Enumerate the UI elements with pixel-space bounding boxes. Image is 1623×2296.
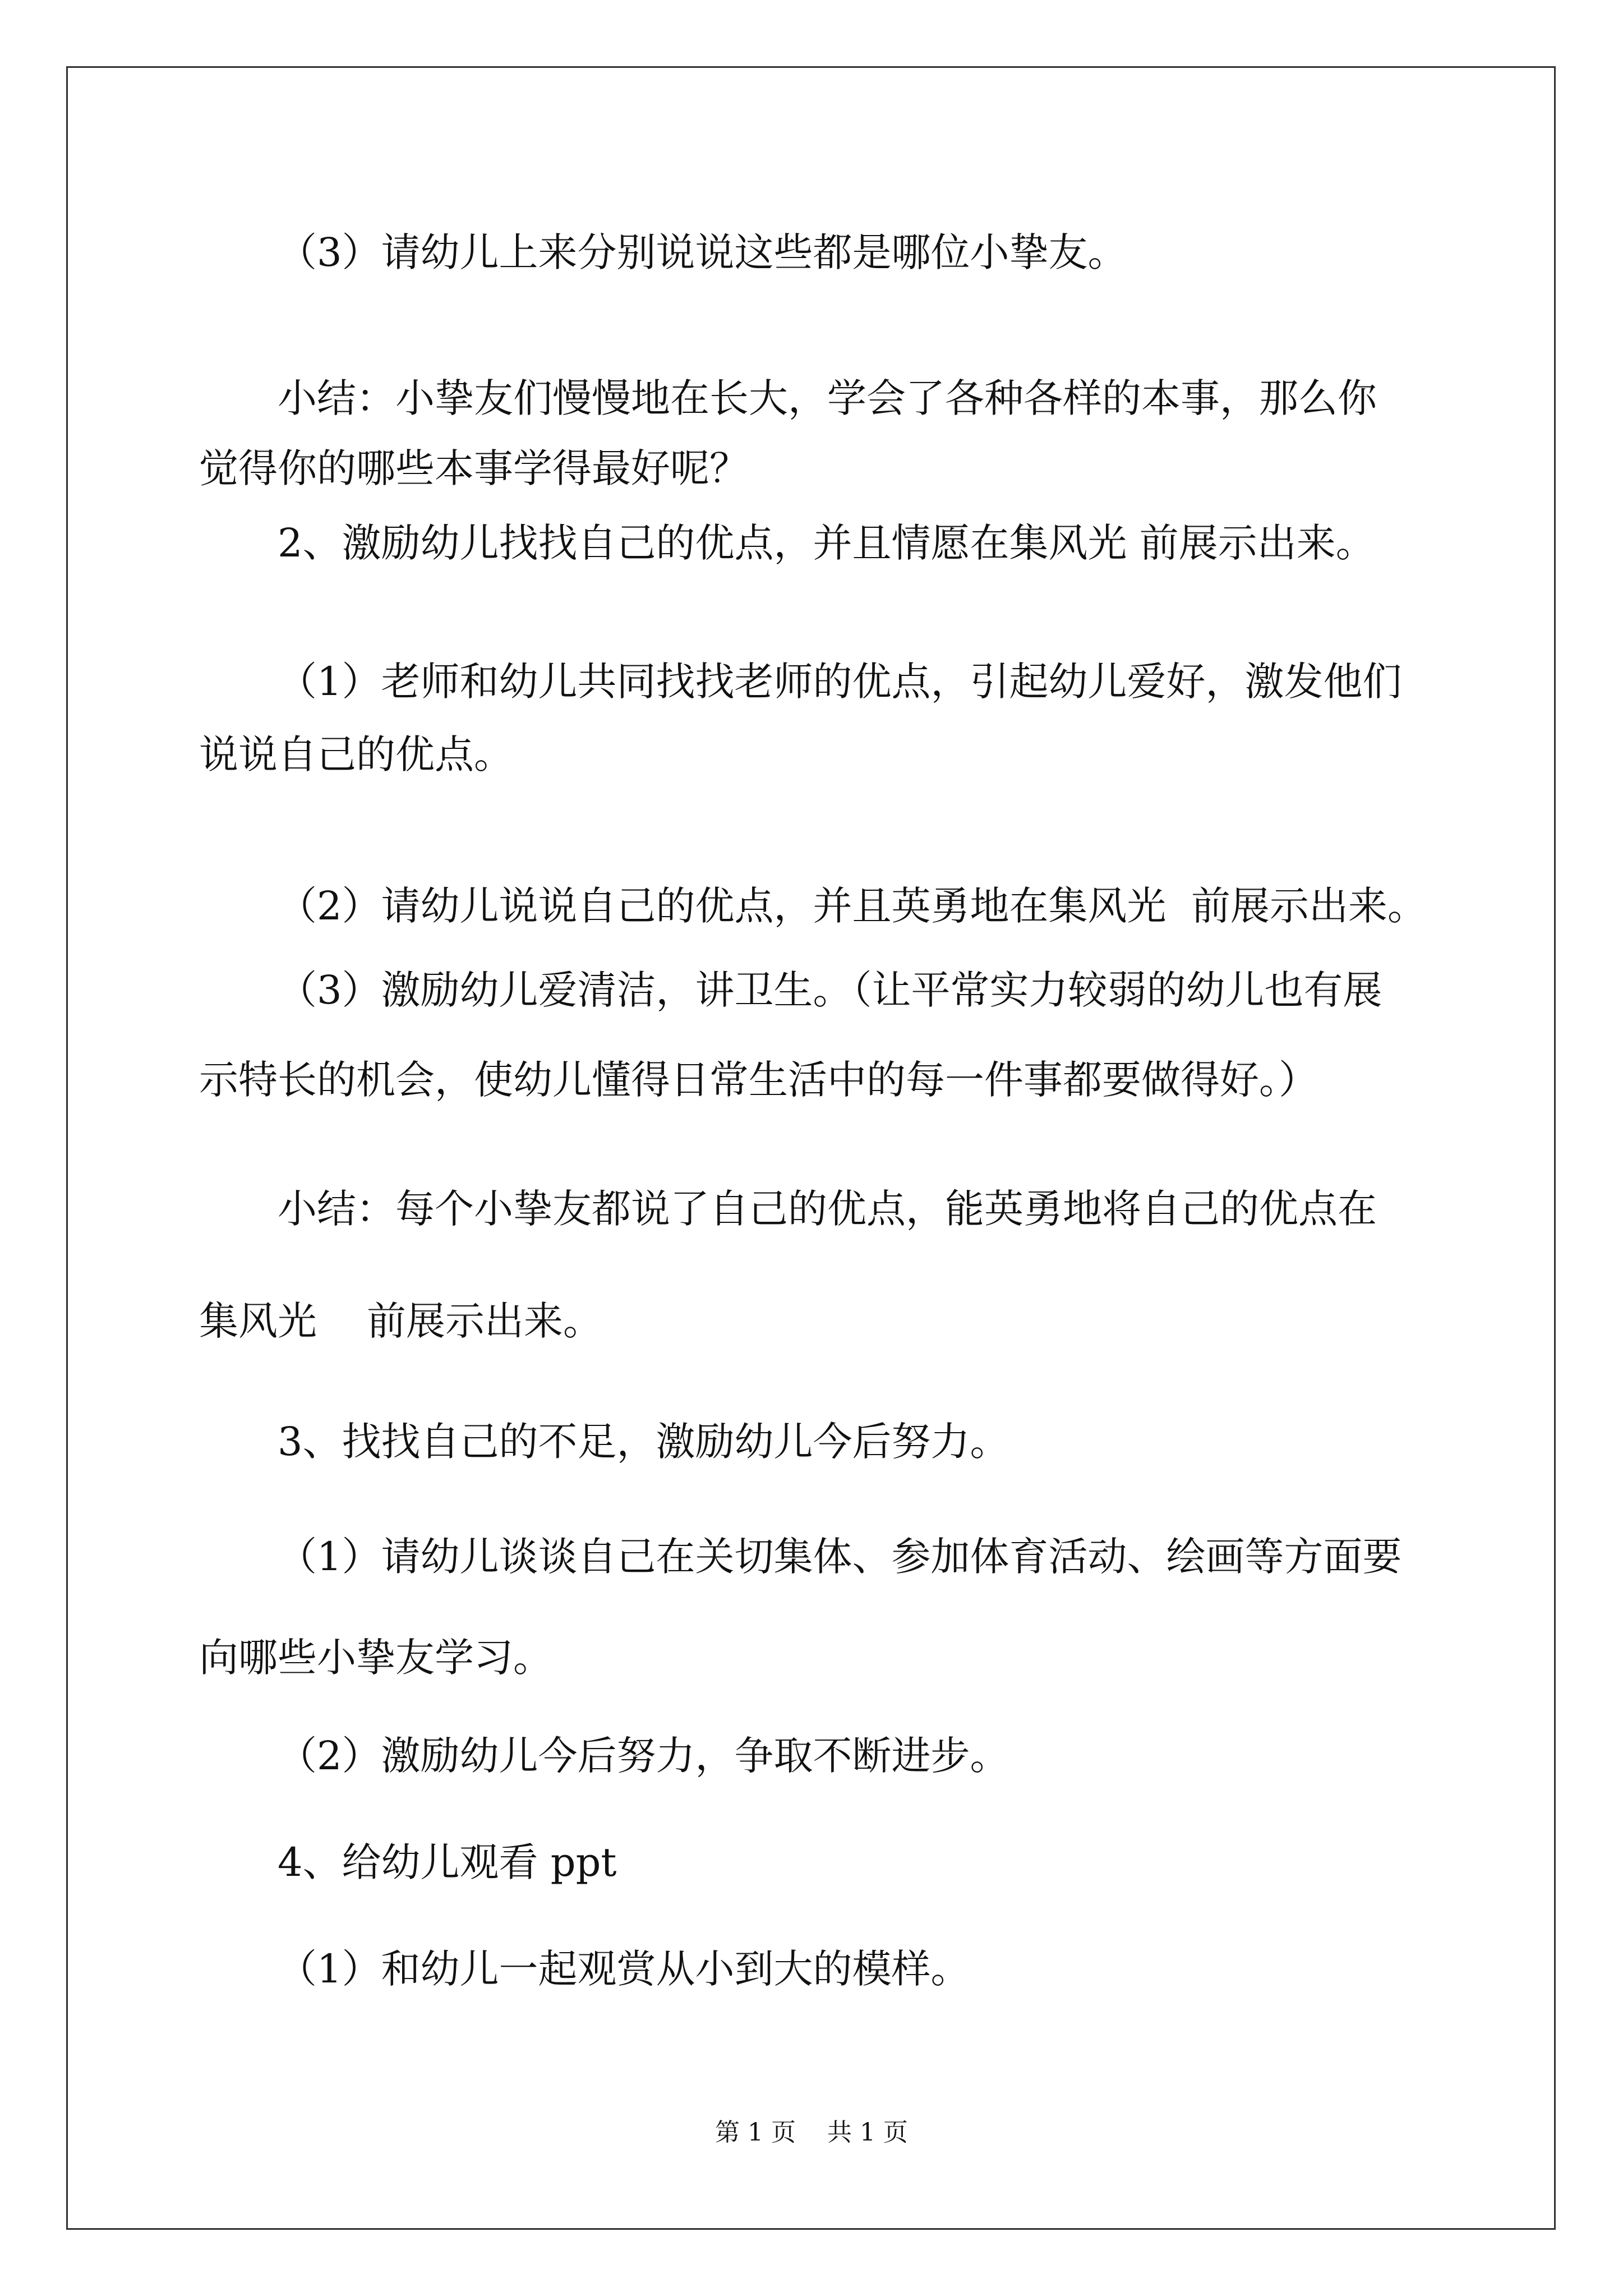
paragraph-line: （1）和幼儿一起观赏从小到大的模样。 <box>278 1946 970 1992</box>
paragraph-line: 集风光 前展示出来。 <box>199 1298 603 1344</box>
paragraph-line: （1）请幼儿谈谈自己在关切集体、参加体育活动、绘画等方面要 <box>278 1534 1402 1580</box>
paragraph-line: （3）请幼儿上来分别说说这些都是哪位小挚友。 <box>278 229 1127 275</box>
paragraph-line: 小结：小挚友们慢慢地在长大，学会了各种各样的本事，那么你 <box>278 375 1377 421</box>
paragraph-line: （3）激励幼儿爱清洁，讲卫生。（让平常实力较弱的幼儿也有展 <box>278 967 1382 1013</box>
paragraph-line: 说说自己的优点。 <box>199 731 513 777</box>
paragraph-line: 向哪些小挚友学习。 <box>199 1635 552 1681</box>
paragraph-line: 小结：每个小挚友都说了自己的优点，能英勇地将自己的优点在 <box>278 1186 1377 1232</box>
paragraph-line: 觉得你的哪些本事学得最好呢？ <box>199 445 749 491</box>
paragraph-line: （2）请幼儿说说自己的优点，并且英勇地在集风光 前展示出来。 <box>278 883 1427 929</box>
paragraph-line: 示特长的机会，使幼儿懂得日常生活中的每一件事都要做得好。） <box>199 1057 1318 1103</box>
paragraph-line: （2）激励幼儿今后努力，争取不断进步。 <box>278 1733 1009 1779</box>
paragraph-line: （1）老师和幼儿共同找找老师的优点，引起幼儿爱好，激发他们 <box>278 659 1402 705</box>
paragraph-line: 3、找找自己的不足，激励幼儿今后努力。 <box>278 1419 1009 1465</box>
paragraph-line: 2、激励幼儿找找自己的优点，并且情愿在集风光 前展示出来。 <box>278 520 1375 566</box>
page-footer: 第 1 页 共 1 页 <box>715 2118 908 2147</box>
paragraph-line: 4、给幼儿观看 ppt <box>278 1839 617 1885</box>
